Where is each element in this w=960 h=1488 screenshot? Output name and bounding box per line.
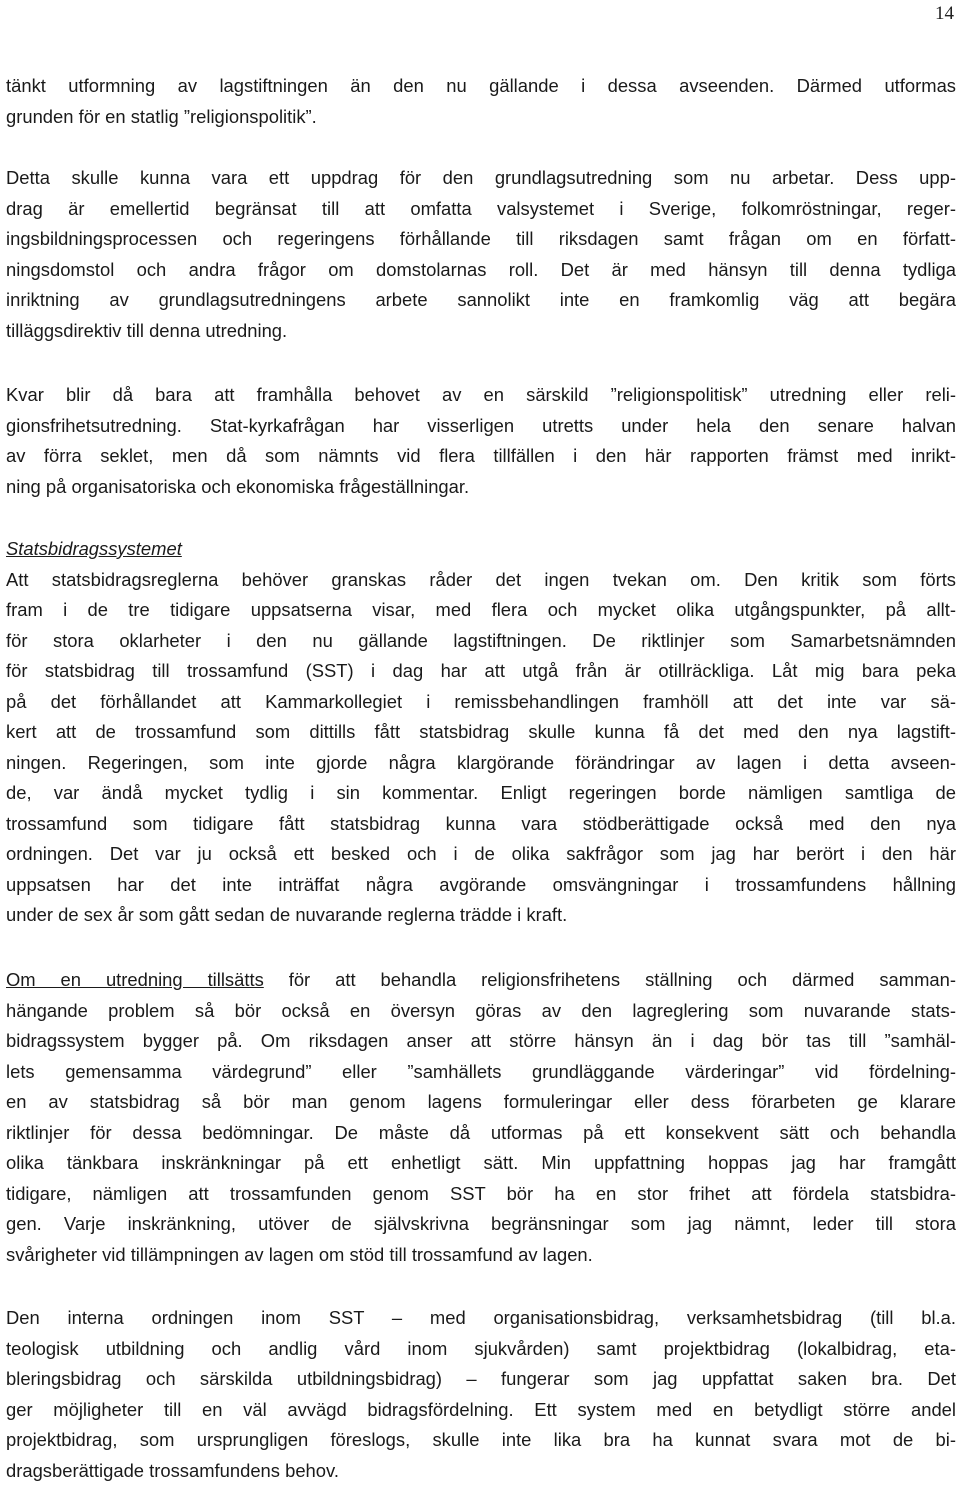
section-heading: Statsbidragssystemet <box>6 538 182 559</box>
text-line: Detta skulle kunna vara ett uppdrag för den grundlagsutredning som nu arbetar. Dess upp- <box>6 167 956 188</box>
text-line: Den interna ordningen inom SST – med organisationsbidrag, verksamhetsbidrag (till bl.a. <box>6 1307 956 1328</box>
text-line: lets gemensamma värdegrund” eller ”samhällets grundläggande värderingar” vid fördelning- <box>6 1060 956 1082</box>
underlined-phrase: Om en utredning tillsätts <box>6 969 264 990</box>
text-line: trossamfund som tidigare fått statsbidrag kunna vara stödberättigade också med den nya <box>6 812 956 834</box>
text-line: ningsdomstol och andra frågor om domstolarnas roll. Det är med hänsyn till denna tydliga <box>6 258 956 280</box>
text-line: svårigheter vid tillämpningen av lagen om stöd till trossamfund av lagen. <box>6 1243 593 1265</box>
text-line: Att statsbidragsreglerna behöver granskas råder det ingen tvekan om. Den kritik som förts <box>6 568 956 590</box>
text-line: dragsberättigade trossamfundens behov. <box>6 1459 339 1481</box>
text-line: för statsbidrag till trossamfund (SST) i dag har att utgå från är otillräckliga. Låt mig bara peka <box>6 660 956 681</box>
text-line: projektbidrag, som ursprungligen föreslogs, skulle inte lika bra ha kunnat svara mot de bi- <box>6 1429 956 1450</box>
text-fragment: för att behandla religionsfrihetens ställning och därmed samman- <box>263 969 956 990</box>
paragraph-1 <box>6 71 956 132</box>
text-line: kert att de trossamfund som dittills fått statsbidrag skulle kunna få det med den nya lagstift- <box>6 721 956 742</box>
paragraph-6 <box>6 1303 956 1486</box>
text-line: fram i de tre tidigare uppsatserna visar, med flera och mycket olika utgångspunkter, på allt- <box>6 599 956 620</box>
text-line <box>6 965 956 996</box>
text-line: riktlinjer för dessa bedömningar. De måste då utformas på ett konsekvent sätt och behandla <box>6 1121 956 1143</box>
text-line: på det förhållandet att Kammarkollegiet i remissbehandlingen framhöll att det inte var sä- <box>6 690 956 712</box>
text-line: ingsbildningsprocessen och regeringens förhållande till riksdagen samt frågan om en författ- <box>6 228 956 249</box>
text-line: bleringsbidrag och särskilda utbildningsbidrag) – fungerar som jag uppfattat saken bra. Det <box>6 1368 956 1389</box>
paragraph-2 <box>6 163 956 346</box>
section-statsbidragssystemet <box>6 534 956 931</box>
text-line: gionsfrihetsutredning. Stat-kyrkafrågan har visserligen utretts under hela den senare halvan <box>6 414 956 436</box>
text-line: drag är emellertid begränsat till att omfatta valsystemet i Sverige, folkomröstningar, reger- <box>6 197 956 219</box>
page-number: 14 <box>935 3 954 24</box>
text-line: de, var ändå mycket tydlig i sin kommentar. Enligt regeringen borde nämligen samtliga de <box>6 782 956 803</box>
text-line: under de sex år som gått sedan de nuvarande reglerna trädde i kraft. <box>6 904 568 925</box>
text-line: ning på organisatoriska och ekonomiska frågeställningar. <box>6 475 470 497</box>
text-line: tänkt utformning av lagstiftningen än den nu gällande i dessa avseenden. Därmed utformas <box>6 75 956 96</box>
paragraph-5 <box>6 965 956 1270</box>
text-line: ordningen. Det var ju också ett besked och i de olika sakfrågor som jag har berört i den här <box>6 843 956 864</box>
text-line: gen. Varje inskränkning, utöver de självskrivna begränsningar som jag nämnt, leder till stora <box>6 1213 956 1234</box>
text-line: hängande problem så bör också en översyn göras av den lagreglering som nuvarande stats- <box>6 999 956 1021</box>
text-line: uppsatsen har det inte inträffat några avgörande omsvängningar i trossamfundens hållning <box>6 873 956 895</box>
text-line: för stora oklarheter i den nu gällande lagstiftningen. De riktlinjer som Samarbetsnämnden <box>6 629 956 651</box>
text-line: ger möjligheter till en väl avvägd bidragsfördelning. Ett system med en betydligt större andel <box>6 1398 956 1420</box>
text-line: bidragssystem bygger på. Om riksdagen anser att större hänsyn än i dag bör tas till ”samhäl- <box>6 1030 956 1051</box>
text-line: olika tänkbara inskränkningar på ett enhetligt sätt. Min uppfattning hoppas jag har framgått <box>6 1152 956 1173</box>
paragraph-3 <box>6 380 956 502</box>
text-line: av förra seklet, men då som nämnts vid flera tillfällen i den här rapporten främst med inrikt- <box>6 445 956 466</box>
text-line: tilläggsdirektiv till denna utredning. <box>6 319 288 341</box>
text-line: ningen. Regeringen, som inte gjorde några klargörande förändringar av lagen i detta avseen- <box>6 751 956 773</box>
text-line: inriktning av grundlagsutredningens arbete sannolikt inte en framkomlig väg att begära <box>6 289 956 310</box>
text-line: tidigare, nämligen att trossamfunden genom SST bör ha en stor frihet att fördela statsbidra- <box>6 1182 956 1204</box>
text-line: Kvar blir då bara att framhålla behovet av en särskild ”religionspolitisk” utredning eller reli- <box>6 384 956 405</box>
text-line: en av statsbidrag så bör man genom lagens formuleringar eller dess förarbeten ge klarare <box>6 1091 956 1112</box>
text-line: grunden för en statlig ”religionspolitik”. <box>6 105 317 127</box>
text-line: teologisk utbildning och andlig vård inom sjukvården) samt projektbidrag (lokalbidrag, eta- <box>6 1337 956 1359</box>
